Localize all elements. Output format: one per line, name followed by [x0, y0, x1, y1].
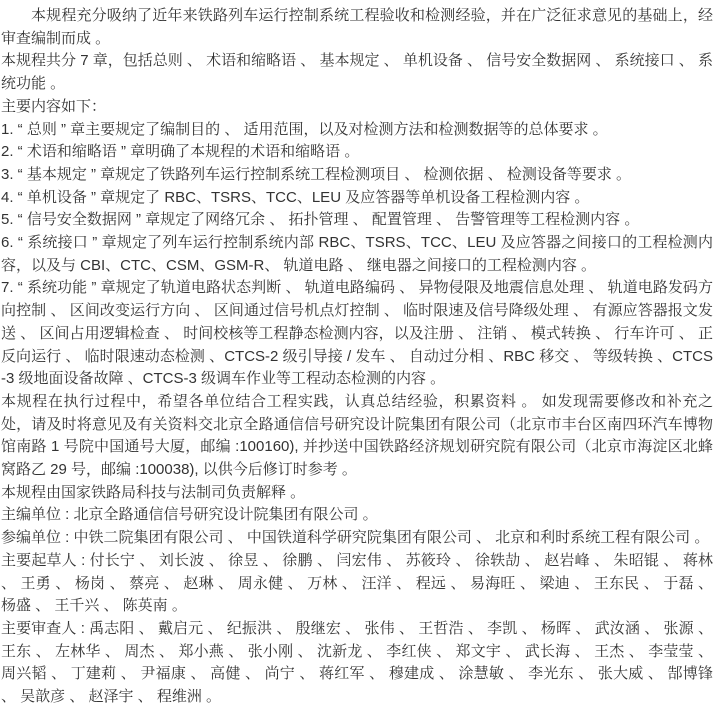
paragraph-item-5-signal-safety-network: 5. “ 信号安全数据网 ” 章规定了网络冗余 、 拓扑管理 、 配置管理 、 告警管理等工程检测内容 。: [1, 211, 640, 229]
paragraph-main-reviewers: 主要审查人 : 禹志阳 、 戴启元 、 纪振洪 、 殷继宏 、 张伟 、 王哲浩 、 李凯 、 杨晖 、 武汝涵 、 张源 、 王东 、 左林华 、 周杰 、 郑小燕 、 张小刚 、 沈新龙 、 李红侠 、 郑文宇 、 武长海 、 王杰 、 李莹莹 、 周兴韬 、 丁建莉 、 尹福康 、 高健 、 尚宁 、 蒋红军 、 穆建成 、 涂慧敏 、 李光东 、 张大威 、 郜博锋 、 吴歆彦 、 赵泽宇 、 程维洲 。: [1, 619, 713, 706]
paragraph-chapters-overview: 本规程共分 7 章，包括总则 、 术语和缩略语 、 基本规定 、 单机设备 、 信号安全数据网 、 系统接口 、 系统功能 。: [1, 52, 713, 93]
paragraph-co-editor-units: 参编单位 : 中铁二院集团有限公司 、 中国铁道科学研究院集团有限公司 、 北京和利时系统工程有限公司 。: [1, 529, 710, 547]
document-page: [1, 5, 713, 709]
paragraph-feedback-notice: 本规程在执行过程中，希望各单位结合工程实践，认真总结经验，积累资料 。 如发现需要修改和补充之处，请及时将意见及有关资料交北京全路通信信号研究设计院集团有限公司（北京市丰台区南四环汽车博物馆南路 1 号院中国通号大厦，邮编 :100160), 并抄送中国铁路经济规划研究院有限公司（北京市海淀区北蜂窝路乙 29 号，邮编 :100038), 以供今后修订时参考 。: [1, 392, 713, 479]
paragraph-main-contents-heading: 主要内容如下：: [1, 97, 107, 115]
paragraph-item-2-terms: 2. “ 术语和缩略语 ” 章明确了本规程的术语和缩略语 。: [1, 143, 360, 161]
paragraph-intro: 本规程充分吸纳了近年来铁路列车运行控制系统工程验收和检测经验，并在广泛征求意见的基础上，经审查编制而成 。: [1, 7, 713, 47]
paragraph-interpretation: 本规程由国家铁路局科技与法制司负责解释 。: [1, 483, 306, 501]
paragraph-item-7-system-function: 7. “ 系统功能 ” 章规定了轨道电路状态判断 、 轨道电路编码 、 异物侵限及地震信息处理 、 轨道电路发码方向控制 、 区间改变运行方向 、 区间通过信号机点灯控制 、 临时限速及信号降级处理 、 有源应答器报文发送 、 区间占用逻辑检查 、 时间校核等工程静态检测内容，以及注册 、 注销 、 模式转换 、 行车许可 、 正反向运行 、 临时限速动态检测 、CTCS-2 级引导接 / 发车 、 自动过分相 、RBC 移交 、 等级转换 、CTCS-3 级地面设备故障 、CTCS-3 级调车作业等工程动态检测的内容 。: [1, 279, 713, 388]
paragraph-item-4-single-equipment: 4. “ 单机设备 ” 章规定了 RBC、TSRS、TCC、LEU 及应答器等单机设备工程检测内容 。: [1, 188, 590, 206]
paragraph-chief-editor-unit: 主编单位 : 北京全路通信信号研究设计院集团有限公司 。: [1, 506, 378, 524]
paragraph-item-3-basic-rules: 3. “ 基本规定 ” 章规定了铁路列车运行控制系统工程检测项目 、 检测依据 、 检测设备等要求 。: [1, 165, 632, 183]
paragraph-item-1-general: 1. “ 总则 ” 章主要规定了编制目的 、 适用范围，以及对检测方法和检测数据等的总体要求 。: [1, 120, 608, 138]
paragraph-main-drafters: 主要起草人 : 付长宁 、 刘长波 、 徐昱 、 徐鹏 、 闫宏伟 、 苏筱玲 、 徐轶劼 、 赵岩峰 、 朱昭锟 、 蒋林 、 王勇 、 杨岗 、 蔡亮 、 赵琳 、 周永健 、 万林 、 汪洋 、 程远 、 易海旺 、 梁迪 、 王东民 、 于磊 、 杨盛 、 王千兴 、 陈英南 。: [1, 551, 713, 615]
paragraph-item-6-system-interface: 6. “ 系统接口 ” 章规定了列车运行控制系统内部 RBC、TSRS、TCC、LEU 及应答器之间接口的工程检测内容，以及与 CBI、CTC、CSM、GSM-R、 轨道电路 、 继电器之间接口的工程检测内容 。: [1, 234, 713, 274]
